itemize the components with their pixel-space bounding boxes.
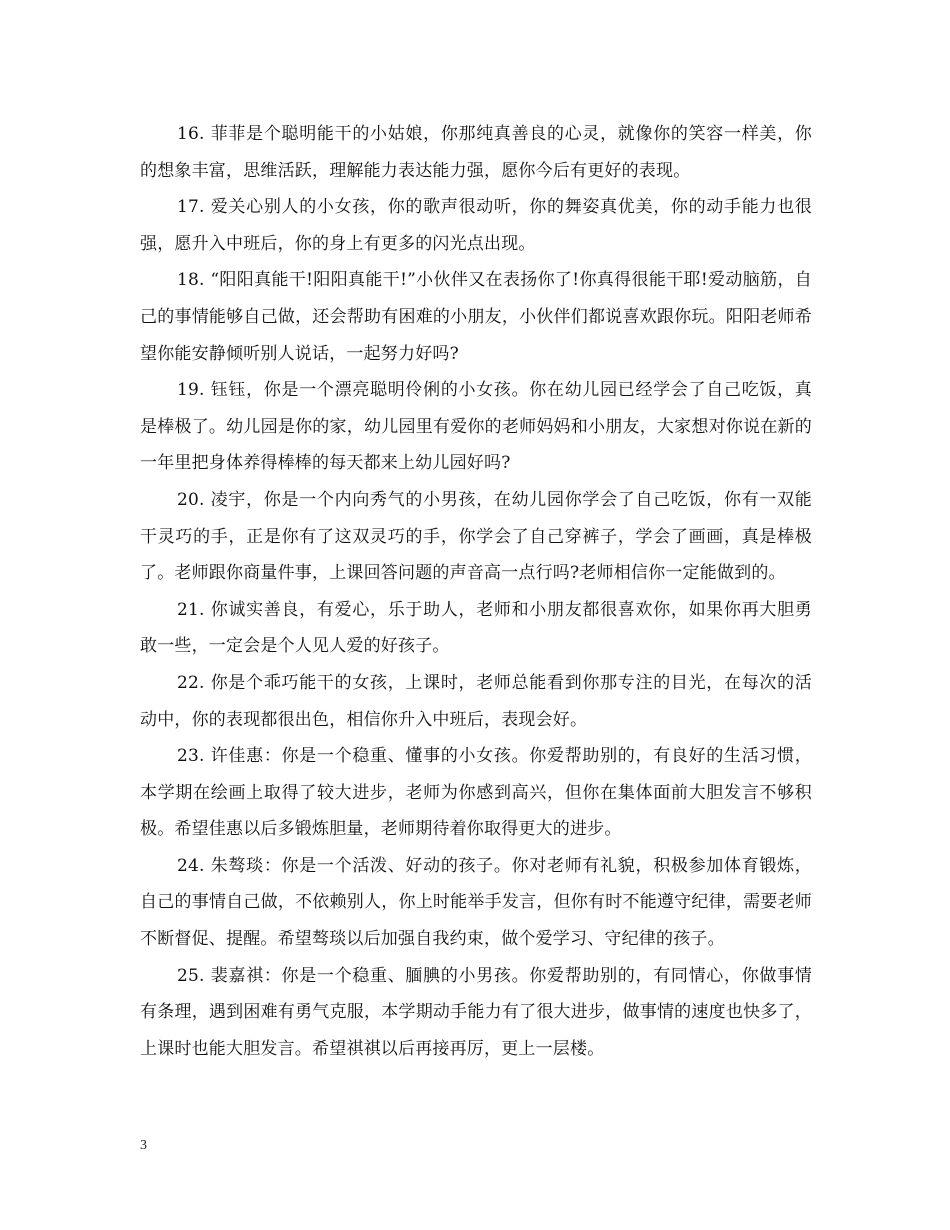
paragraph-18: 18. “阳阳真能干!阳阳真能干!”小伙伴又在表扬你了!你真得很能干耶!爱动脑筋，自己的事情能够自己做，还会帮助有困难的小朋友，小伙伴们都说喜欢跟你玩。阳阳老师希望你能安静倾听别人说话，一起努力好吗?: [140, 270, 812, 364]
paragraph-25: 25. 裴嘉祺：你是一个稳重、腼腆的小男孩。你爱帮助别的，有同情心，你做事情有条理，遇到困难有勇气克服，本学期动手能力有了很大进步，做事情的速度也快多了，上课时也能大胆发言。希望祺祺以后再接再厉，更上一层楼。: [140, 965, 812, 1059]
paragraph-20: 20. 凌宇，你是一个内向秀气的小男孩，在幼儿园你学会了自己吃饭，你有一双能干灵巧的手，正是你有了这双灵巧的手，你学会了自己穿裤子，学会了画画，真是棒极了。老师跟你商量件事，上课回答问题的声音高一点行吗?老师相信你一定能做到的。: [140, 489, 812, 584]
body-text: [140, 116, 812, 1067]
paragraph-23: 23. 许佳惠：你是一个稳重、懂事的小女孩。你爱帮助别的，有良好的生活习惯，本学期在绘画上取得了较大进步，老师为你感到高兴，但你在集体面前大胆发言不够积极。希望佳惠以后多锻炼胆量，老师期待着你取得更大的进步。: [140, 746, 812, 840]
page-number: 3: [140, 1138, 147, 1153]
paragraph-24: 24. 朱骜琰：你是一个活泼、好动的孩子。你对老师有礼貌，积极参加体育锻炼，自己的事情自己做，不依赖别人，你上时能举手发言，但你有时不能遵守纪律，需要老师不断督促、提醒。希望骜琰以后加强自我约束，做个爱学习、守纪律的孩子。: [140, 855, 812, 950]
paragraph-16: 16. 菲菲是个聪明能干的小姑娘，你那纯真善良的心灵，就像你的笑容一样美，你的想象丰富，思维活跃，理解能力表达能力强，愿你今后有更好的表现。: [140, 124, 812, 181]
paragraph-19: 19. 钰钰，你是一个漂亮聪明伶俐的小女孩。你在幼儿园已经学会了自己吃饭，真是棒极了。幼儿园是你的家，幼儿园里有爱你的老师妈妈和小朋友，大家想对你说在新的一年里把身体养得棒棒的每天都来上幼儿园好吗?: [140, 380, 812, 474]
paragraph-22: 22. 你是个乖巧能干的女孩，上课时，老师总能看到你那专注的目光，在每次的活动中，你的表现都很出色，相信你升入中班后，表现会好。: [140, 672, 812, 730]
paragraph-17: 17. 爱关心别人的小女孩，你的歌声很动听，你的舞姿真优美，你的动手能力也很强，愿升入中班后，你的身上有更多的闪光点出现。: [140, 197, 812, 254]
paragraph-21: 21. 你诚实善良，有爱心，乐于助人，老师和小朋友都很喜欢你，如果你再大胆勇敢一些，一定会是个人见人爱的好孩子。: [140, 599, 812, 657]
